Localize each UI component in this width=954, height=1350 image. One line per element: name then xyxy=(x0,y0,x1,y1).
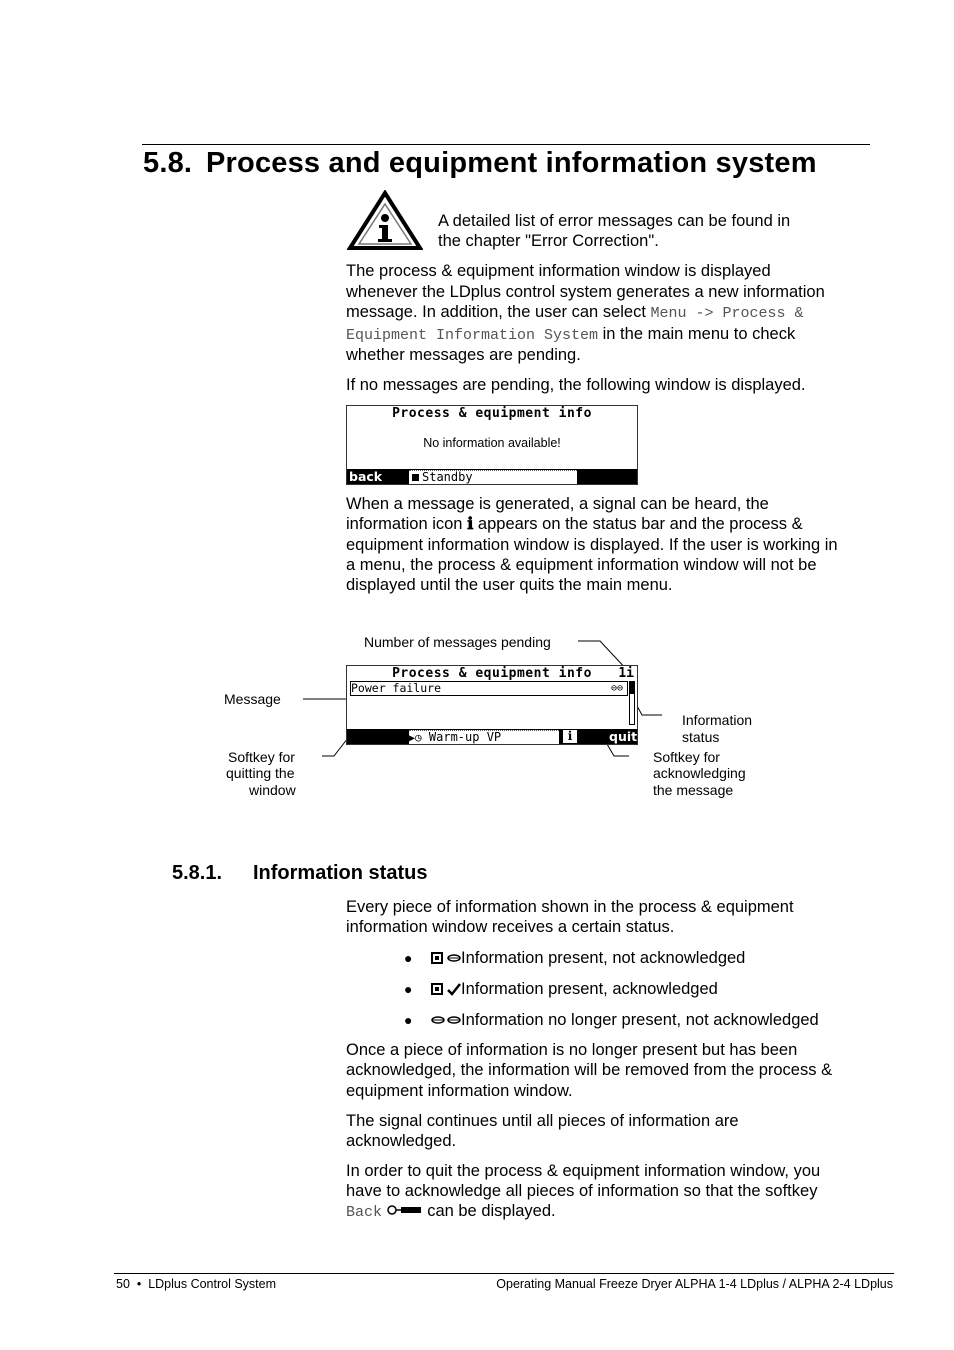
footer-section: LDplus Control System xyxy=(148,1277,277,1291)
callout-ack-3: the message xyxy=(653,782,734,798)
bullet-dot: ● xyxy=(404,981,413,997)
subsection-number: 5.8.1. xyxy=(172,862,223,884)
para3-text: appears on the status bar and the process & xyxy=(473,515,803,533)
para3-line4: a menu, the process & equipment information window will not be xyxy=(346,556,817,574)
footer-left: 50 • LDplus Control System xyxy=(116,1277,277,1291)
menu-path-code: Menu -> Process & xyxy=(650,305,804,322)
para5-line3: equipment information window. xyxy=(346,1082,573,1100)
message-row[interactable] xyxy=(350,681,628,696)
quit-softkey[interactable]: quit xyxy=(609,729,638,744)
para4-line2: information window receives a certain status. xyxy=(346,918,675,936)
status-bar xyxy=(347,729,637,744)
no-info-message: No information available! xyxy=(423,436,561,450)
para4-line1: Every piece of information shown in the process & equipment xyxy=(346,898,794,916)
message-count xyxy=(618,666,634,681)
bullet-dot: ● xyxy=(404,950,413,966)
quit-leader xyxy=(322,738,348,756)
para2: If no messages are pending, the following window is displayed. xyxy=(346,376,806,394)
back-softkey[interactable]: back xyxy=(349,469,383,484)
info-icon: i xyxy=(626,666,634,681)
key-icon xyxy=(387,1201,423,1222)
present-not-acknowledged-icon xyxy=(431,950,461,971)
para7-line2: have to acknowledge all pieces of information so that the softkey xyxy=(346,1182,818,1200)
callout-ack-2: acknowledging xyxy=(653,765,746,781)
para3-line1: When a message is generated, a signal can be heard, the xyxy=(346,495,769,513)
info-icon: i xyxy=(563,730,577,743)
status-item-1: Information present, not acknowledged xyxy=(461,949,746,967)
callout-info-status-2: status xyxy=(682,729,720,745)
section-number: 5.8. xyxy=(143,147,193,179)
para1-line2: whenever the LDplus control system generates a new information xyxy=(346,283,825,301)
para7-line1: In order to quit the process & equipment information window, you xyxy=(346,1162,821,1180)
para1-line5: whether messages are pending. xyxy=(346,346,581,364)
subsection-title: Information status xyxy=(253,862,428,884)
not-present-not-acknowledged-icon xyxy=(431,1012,461,1033)
para3-line5: displayed until the user quits the main menu. xyxy=(346,576,673,594)
status-text: Warm-up VP xyxy=(428,730,502,744)
callout-info-status-1: Information xyxy=(682,712,753,728)
status-item-2: Information present, acknowledged xyxy=(461,980,718,998)
callout-pending: Number of messages pending xyxy=(364,634,551,650)
play-icon: ▶ xyxy=(409,733,416,744)
para7-text: can be displayed. xyxy=(422,1202,556,1220)
note-line-1: A detailed list of error messages can be found in xyxy=(438,212,791,230)
back-softkey-code: Back xyxy=(346,1204,383,1221)
para5-line2: acknowledged, the information will be removed from the process & xyxy=(346,1061,833,1079)
para3-text: information icon xyxy=(346,515,468,533)
scrollbar[interactable] xyxy=(629,681,635,725)
para1-text: in the main menu to check xyxy=(598,325,796,343)
window-title: Process & equipment info xyxy=(392,666,592,681)
not-present-icon: ⊖⊖ xyxy=(610,683,623,694)
bullet-dot: ● xyxy=(404,1012,413,1028)
para7-line3 xyxy=(346,1201,556,1224)
section-title: Process and equipment information system xyxy=(206,147,817,179)
clock-icon: ◷ xyxy=(415,731,422,744)
callout-quit-1: Softkey for xyxy=(228,749,295,765)
page-number: 50 xyxy=(116,1277,130,1291)
callout-ack-1: Softkey for xyxy=(653,749,720,765)
para1-line1: The process & equipment information window is displayed xyxy=(346,262,771,280)
note-line-2: the chapter "Error Correction". xyxy=(438,232,659,250)
para6-line2: acknowledged. xyxy=(346,1132,457,1150)
para5-line1: Once a piece of information is no longer present but has been xyxy=(346,1041,798,1059)
scrollbar-thumb[interactable] xyxy=(630,682,634,694)
status-item-3: Information no longer present, not acknowledged xyxy=(461,1011,819,1029)
count-value: 1 xyxy=(618,666,627,681)
lcd-window-message xyxy=(346,665,638,745)
para6-line1: The signal continues until all pieces of information are xyxy=(346,1112,739,1130)
present-acknowledged-icon xyxy=(431,981,461,1002)
menu-path-code: Equipment Information System xyxy=(346,327,599,344)
para1-text: message. In addition, the user can select xyxy=(346,303,651,321)
callout-quit-3: window xyxy=(249,782,296,798)
message-text: Power failure xyxy=(351,681,442,695)
status-text: Standby xyxy=(422,470,473,484)
callout-message: Message xyxy=(224,691,281,707)
footer-manual: Operating Manual Freeze Dryer ALPHA 1-4 LDplus / ALPHA 2-4 LDplus xyxy=(496,1277,893,1291)
ack-leader xyxy=(607,744,629,756)
window-title: Process & equipment info xyxy=(392,406,592,421)
footer-rule xyxy=(114,1273,894,1274)
callout-quit-2: quitting the xyxy=(226,765,295,781)
status-field xyxy=(409,730,559,744)
para3-line3: equipment information window is displayed. If the user is working in xyxy=(346,536,838,554)
info-icon: ℹ xyxy=(467,514,474,533)
